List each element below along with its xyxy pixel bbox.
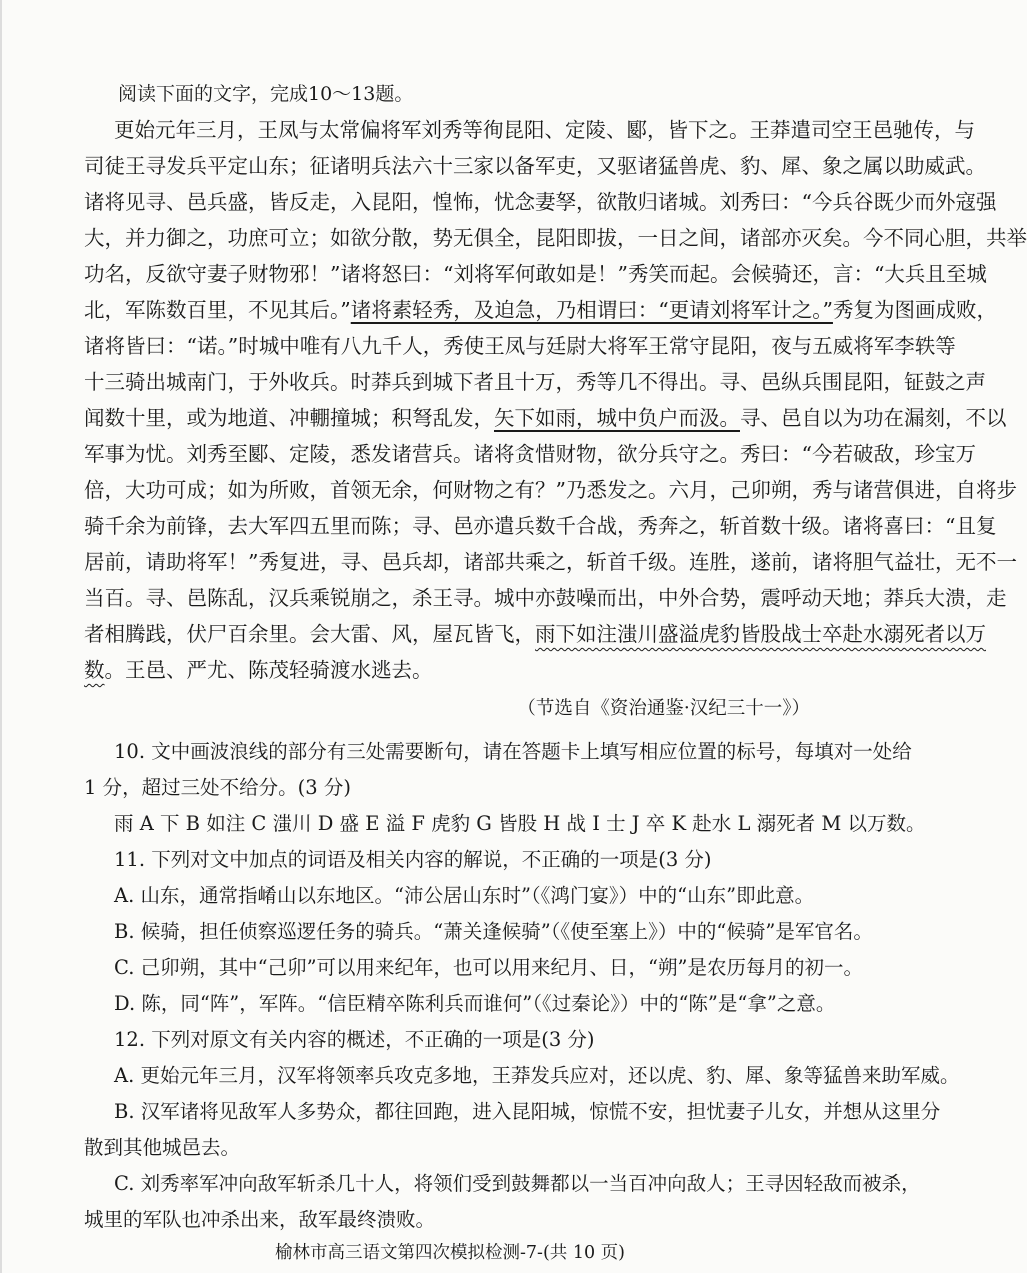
question-12-option-a: A. 更始元年三月，汉军将领率兵攻克多地，王莽发兵应对，还以虎、豹、犀、象等猛兽来助军威。 <box>114 1064 960 1087</box>
reading-intro: 阅读下面的文字，完成10～13题。 <box>118 83 414 105</box>
question-10-options: 雨 A 下 B 如注 C 滍川 D 盛 E 溢 F 虎豹 G 皆股 H 战 I 士 J 卒 K 赴水 L 溺死者 M 以万数。 <box>114 812 926 835</box>
wavy-underlined-sentence: 数 <box>84 658 105 682</box>
passage-line: 司徒王寻发兵平定山东；征诸明兵法六十三家以备军吏，又驱诸猛兽虎、豹、犀、象之属以助威武。 <box>84 154 986 178</box>
passage-text: 者相腾践，伏尸百余里。会大雷、风，屋瓦皆飞， <box>84 622 535 646</box>
underlined-sentence: 诸将素轻秀，及迫急，乃相谓曰：“更请刘将军计之。” <box>350 298 833 322</box>
passage-text: 。王邑、严尤、陈茂轻骑渡水逃去。 <box>104 658 433 682</box>
question-12-option-b-cont: 散到其他城邑去。 <box>84 1136 241 1159</box>
page-footer: 榆林市高三语文第四次模拟检测-7-(共 10 页) <box>274 1243 625 1263</box>
passage-line: 居前，请助将军！”秀复进，寻、邑兵却，诸部共乘之，斩首千级。连胜，遂前，诸将胆气益壮，无不一 <box>84 550 1017 574</box>
passage-line: 诸将皆曰：“诺。”时城中唯有八九千人，秀使王凤与廷尉大将军王常守昆阳，夜与五威将军李轶等 <box>84 334 956 358</box>
passage-source: （节选自《资治通鉴·汉纪三十一》） <box>517 698 810 719</box>
passage-text: 秀复为图画成败， <box>832 298 997 322</box>
passage-text: 寻、邑自以为功在漏刻，不以 <box>740 406 1007 430</box>
question-12-option-b: B. 汉军诸将见敌军人多势众，都往回跑，进入昆阳城，惊慌不安，担忧妻子儿女，并想从这里分 <box>114 1100 941 1123</box>
wavy-underlined-sentence: 雨下如注滍川盛溢虎豹皆股战士卒赴水溺死者以万 <box>535 622 986 646</box>
passage-line: 当百。寻、邑陈乱，汉兵乘锐崩之，杀王寻。城中亦鼓噪而出，中外合势，震呼动天地；莽兵大溃，走 <box>84 586 1007 610</box>
passage-line: 诸将见寻、邑兵盛，皆反走，入昆阳，惶怖，忧念妻孥，欲散归诸城。刘秀曰：“今兵谷既少而外寇强 <box>84 190 997 214</box>
passage-line <box>84 292 997 328</box>
passage-text: 闻数十里，或为地道、冲輣撞城；积弩乱发， <box>84 406 494 430</box>
passage-line: 倍，大功可成；如为所败，首领无余，何财物之有？”乃悉发之。六月，己卯朔，秀与诸营俱进，自将步 <box>84 478 1017 502</box>
passage-line: 十三骑出城南门，于外收兵。时莽兵到城下者且十万，秀等几不得出。寻、邑纵兵围昆阳，钲鼓之声 <box>84 370 986 394</box>
question-11-option-c: C. 己卯朔，其中“己卯”可以用来纪年，也可以用来纪月、日，“朔”是农历每月的初一。 <box>114 956 863 979</box>
question-11-option-a: A. 山东，通常指崤山以东地区。“沛公居山东时”（《鸿门宴》）中的“山东”即此意。 <box>114 884 815 907</box>
question-12-option-c: C. 刘秀率军冲向敌军斩杀几十人，将领们受到鼓舞都以一当百冲向敌人；王寻因轻敌而被杀， <box>114 1172 921 1195</box>
passage-text: 北，军陈数百里，不见其后。” <box>84 298 351 322</box>
passage-line: 骑千余为前锋，去大军四五里而陈；寻、邑亦遣兵数千合战，秀奔之，斩首数十级。诸将喜曰：“且复 <box>84 514 997 538</box>
question-12: 12. 下列对原文有关内容的概述，不正确的一项是(3 分) <box>114 1028 595 1051</box>
underlined-sentence: 矢下如雨，城中负户而汲。 <box>494 406 740 430</box>
question-11-option-d: D. 陈，同“阵”，军阵。“信臣精卒陈利兵而谁何”（《过秦论》）中的“陈”是“拿”之意。 <box>114 992 836 1015</box>
question-12-option-c-cont: 城里的军队也冲杀出来，敌军最终溃败。 <box>84 1208 436 1231</box>
passage-line: 大，并力御之，功庶可立；如欲分散，势无俱全，昆阳即拔，一日之间，诸部亦灭矣。今不同心胆，共举 <box>84 226 1027 250</box>
passage-line: 军事为忧。刘秀至郾、定陵，悉发诸营兵。诸将贪惜财物，欲分兵守之。秀曰：“今若破敌，珍宝万 <box>84 442 976 466</box>
question-10: 10. 文中画波浪线的部分有三处需要断句，请在答题卡上填写相应位置的标号，每填对一处给 <box>114 740 912 763</box>
question-10-cont: 1 分，超过三处不给分。(3 分) <box>84 776 351 799</box>
passage-line <box>84 652 824 688</box>
passage-line <box>84 616 986 652</box>
passage-line <box>84 400 1007 436</box>
question-11-option-b: B. 候骑，担任侦察巡逻任务的骑兵。“萧关逢候骑”（《使至塞上》）中的“候骑”是军官名。 <box>114 920 873 943</box>
passage-line: 更始元年三月，王凤与太常偏将军刘秀等徇昆阳、定陵、郾，皆下之。王莽遣司空王邑驰传，与 <box>114 118 975 142</box>
passage-line: 功名，反欲守妻子财物邪！”诸将怒曰：“刘将军何敢如是！”秀笑而起。会候骑还，言：“大兵且至城 <box>84 262 987 286</box>
question-11: 11. 下列对文中加点的词语及相关内容的解说，不正确的一项是(3 分) <box>114 848 712 871</box>
